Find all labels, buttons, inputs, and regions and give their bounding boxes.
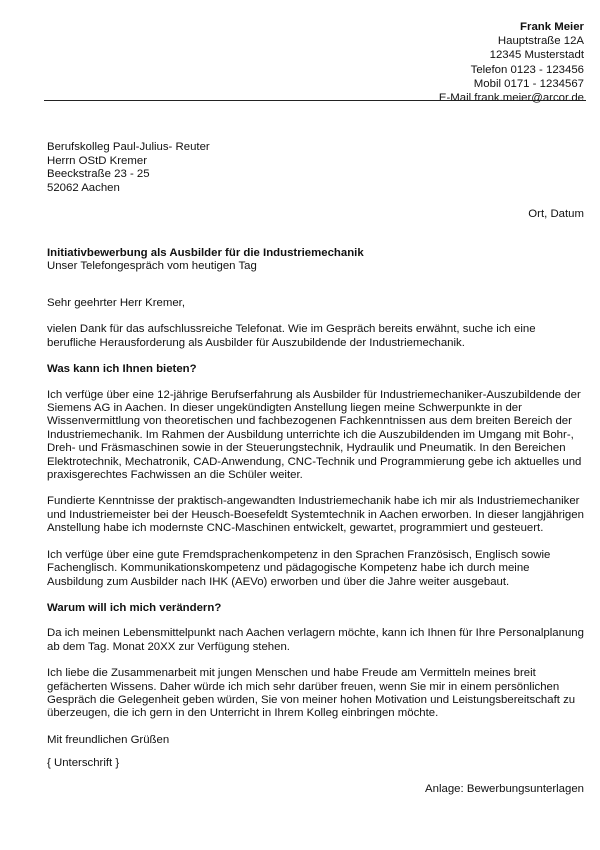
recipient-line: 52062 Aachen [47,181,120,194]
attachment-note: Anlage: Bewerbungsunterlagen [425,783,584,795]
salutation: Sehr geehrter Herr Kremer, [47,297,186,309]
subject-block [47,247,364,274]
sender-block [284,20,584,105]
recipient-line: Berufskolleg Paul-Julius- Reuter [47,141,210,153]
sender-email: E-Mail frank.meier@arcor.de [438,92,584,105]
recipient-block [47,141,210,195]
closing: Mit freundlichen Grüßen [47,733,170,746]
subject-title: Initiativbewerbung als Ausbilder für die Industriemechanik [47,247,364,259]
body-paragraph: Ich verfüge über eine 12-jährige Berufserfahrung als Ausbilder für Industriemechaniker-Auszubildende der Siemens AG in Aachen. In dieser ungekündigten Anstellung liegen meine Schwerpunkte in der Wissenvermittlung von theoretischen und fachbezogenen Fachkenntnissen aus dem breiten Bereich der Industriemechanik. Im Rahmen der Ausbildung unterrichte ich die Auszubildenden im Umgang mit Bohr-, Dreh- und Fräsmaschinen sowie in der Steuerungstechnik, Hydraulik und Pneumatik. In den Bereichen Elektrotechnik, Mechatronik, CAD-Anwendung, CNC-Technik und Programmierung gebe ich aktuelles und praxisgerechtes Fachwissen an die Schüler weiter. [47,388,582,482]
section-heading: Was kann ich Ihnen bieten? [47,363,197,376]
body-paragraph: Ich liebe die Zusammenarbeit mit jungen Menschen und habe Freude am Vermitteln meines breit gefächerten Wissens. Daher würde ich mich sehr darüber freuen, wenn Sie mir in einem persönlichen Gespräch die Gelegenheit geben würden, Sie von meiner hohen Motivation und Leistungsbereitschaft zu überzeugen, die ich gern in den Unterricht in Ihrem Kolleg einbringen möchte. [47,667,576,720]
subject-reference: Unser Telefongespräch vom heutigen Tag [47,260,257,273]
letter-body [47,297,587,771]
sender-street: Hauptstraße 12A [497,35,584,48]
intro-paragraph: vielen Dank für das aufschlussreiche Telefonat. Wie im Gespräch bereits erwähnt, suche ich eine berufliche Herausforderung als Ausbilder für Auszubildende der Industriemechanik. [47,323,536,349]
recipient-line: Beeckstraße 23 - 25 [47,168,150,181]
sender-name: Frank Meier [520,21,584,33]
sender-phone: Telefon 0123 - 123456 [470,63,584,76]
sender-mobile: Mobil 0171 - 1234567 [473,77,584,90]
place-date: Ort, Datum [528,208,584,220]
sender-city: 12345 Musterstadt [489,49,584,62]
signature-placeholder: { Unterschrift } [47,757,120,770]
header-divider [44,100,586,101]
body-paragraph: Ich verfüge über eine gute Fremdsprachenkompetenz in den Sprachen Französisch, Englisch sowie Fachenglisch. Kommunikationskompetenz und pädagogische Kompetenz habe ich durch meine Ausbildung zum Ausbilder nach IHK (AEVo) erworben und über die Jahre weiter ausgebaut. [47,548,551,588]
body-paragraph: Fundierte Kenntnisse der praktisch-angewandten Industriemechanik habe ich mir als Industriemechaniker und Industriemeister bei der Heusch-Boesefeldt Systemtechnik in Aachen erworben. In dieser langjährigen Anstellung habe ich modernste CNC-Maschinen entwickelt, gewartet, programmiert und gesteuert. [47,495,584,535]
body-paragraph: Da ich meinen Lebensmittelpunkt nach Aachen verlagern möchte, kann ich Ihnen für Ihre Personalplanung ab dem Tag. Monat 20XX zur Verfügung stehen. [47,627,584,653]
recipient-line: Herrn OStD Kremer [47,154,148,167]
section-heading: Warum will ich mich verändern? [47,601,222,614]
